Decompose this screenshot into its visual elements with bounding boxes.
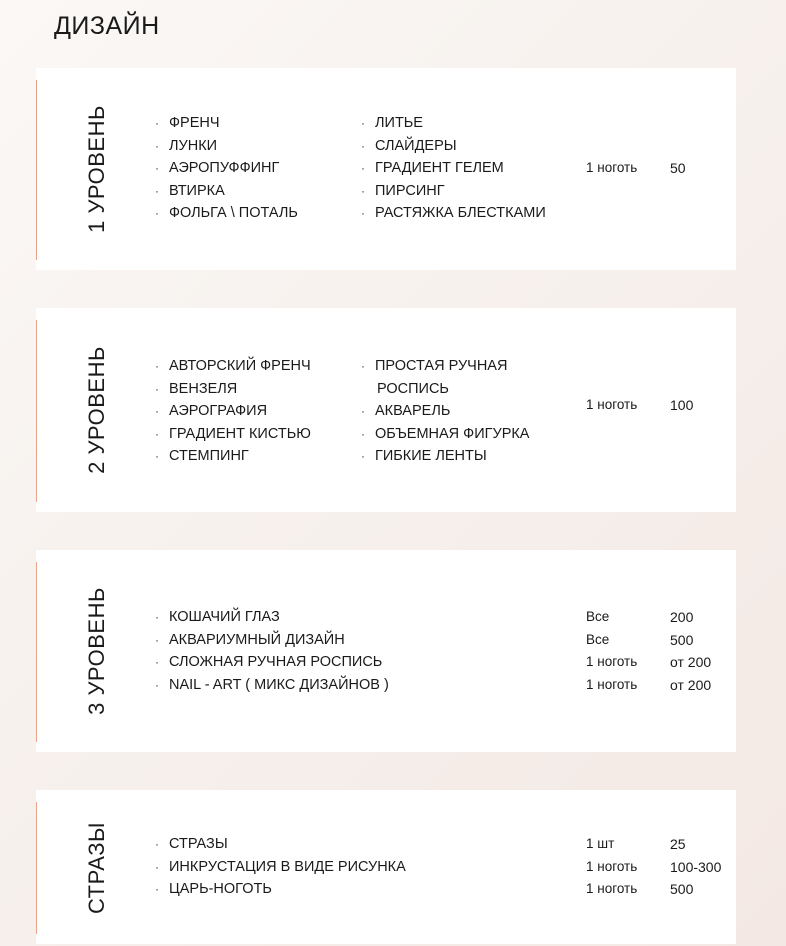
list-item: · ВЕНЗЕЛЯ <box>155 380 238 397</box>
level-label: СТРАЗЫ <box>84 822 109 914</box>
unit-label: 1 ноготь <box>586 397 638 412</box>
unit-label: 1 ноготь <box>586 160 638 175</box>
unit-label: 1 шт <box>586 836 615 851</box>
list-item: · СЛАЙДЕРЫ <box>361 137 457 154</box>
service-list-col1 <box>155 833 406 901</box>
price-column <box>670 157 686 180</box>
unit-label: Все <box>586 631 610 647</box>
service-list-col2 <box>361 112 546 225</box>
service-list-col1 <box>155 606 389 696</box>
level-label: 2 УРОВЕНЬ <box>84 346 109 474</box>
price-value: 100 <box>670 397 694 413</box>
list-item: · АЭРОПУФФИНГ <box>155 160 280 176</box>
list-item: · СТЕМПИНГ <box>155 448 249 464</box>
unit-label: 1 ноготь <box>586 676 638 692</box>
accent-line <box>36 320 37 502</box>
list-item: · NAIL - ART ( МИКС ДИЗАЙНОВ ) <box>155 676 389 693</box>
unit-column <box>586 833 637 901</box>
list-item: · АКВАРЕЛЬ <box>361 403 451 419</box>
list-item: · ФРЕНЧ <box>155 115 220 131</box>
accent-line <box>36 80 37 260</box>
list-item: · АВТОРСКИЙ ФРЕНЧ <box>155 358 311 374</box>
level-label: 1 УРОВЕНЬ <box>84 105 109 233</box>
price-value: от 200 <box>670 676 712 693</box>
service-list-col1 <box>155 112 298 225</box>
unit-label: Все <box>586 609 610 624</box>
list-item: · ПИРСИНГ <box>361 182 445 199</box>
list-item: · СТРАЗЫ <box>155 836 228 852</box>
price-value: 200 <box>670 609 694 625</box>
list-item: · АЭРОГРАФИЯ <box>155 403 268 419</box>
level-label: 3 УРОВЕНЬ <box>84 587 109 715</box>
service-list-col2 <box>361 355 529 468</box>
list-item: · ЛУНКИ <box>155 137 218 154</box>
list-item: · ЛИТЬЕ <box>361 115 423 131</box>
price-value: от 200 <box>670 654 712 670</box>
unit-label: 1 ноготь <box>586 881 638 896</box>
list-item: РОСПИСЬ <box>377 380 449 397</box>
service-list-col1 <box>155 355 311 468</box>
unit-column <box>586 157 637 180</box>
unit-column <box>586 394 637 417</box>
accent-line <box>36 562 37 742</box>
list-item: · ГИБКИЕ ЛЕНТЫ <box>361 448 487 464</box>
list-item: · ЦАРЬ-НОГОТЬ <box>155 881 272 897</box>
list-item: · АКВАРИУМНЫЙ ДИЗАЙН <box>155 631 345 648</box>
page-title: ДИЗАЙН <box>54 12 160 40</box>
price-column <box>670 606 711 696</box>
list-item: · РАСТЯЖКА БЛЕСТКАМИ <box>361 205 546 221</box>
list-item: · СЛОЖНАЯ РУЧНАЯ РОСПИСЬ <box>155 654 383 670</box>
accent-line <box>36 802 37 934</box>
list-item: · ОБЪЕМНАЯ ФИГУРКА <box>361 425 530 442</box>
price-column <box>670 833 721 901</box>
price-column <box>670 394 693 417</box>
unit-column <box>586 606 637 696</box>
unit-label: 1 ноготь <box>586 654 638 669</box>
price-value: 50 <box>670 160 686 176</box>
list-item: · ВТИРКА <box>155 182 225 199</box>
price-value: 500 <box>670 631 694 648</box>
list-item: · ИНКРУСТАЦИЯ В ВИДЕ РИСУНКА <box>155 858 406 875</box>
unit-label: 1 ноготь <box>586 858 638 874</box>
list-item: · ГРАДИЕНТ КИСТЬЮ <box>155 425 311 442</box>
list-item: · ПРОСТАЯ РУЧНАЯ <box>361 358 508 374</box>
price-value: 500 <box>670 881 694 897</box>
price-value: 100-300 <box>670 858 722 875</box>
list-item: · ГРАДИЕНТ ГЕЛЕМ <box>361 160 504 176</box>
list-item: · КОШАЧИЙ ГЛАЗ <box>155 609 280 625</box>
price-value: 25 <box>670 836 686 852</box>
list-item: · ФОЛЬГА \ ПОТАЛЬ <box>155 205 298 221</box>
